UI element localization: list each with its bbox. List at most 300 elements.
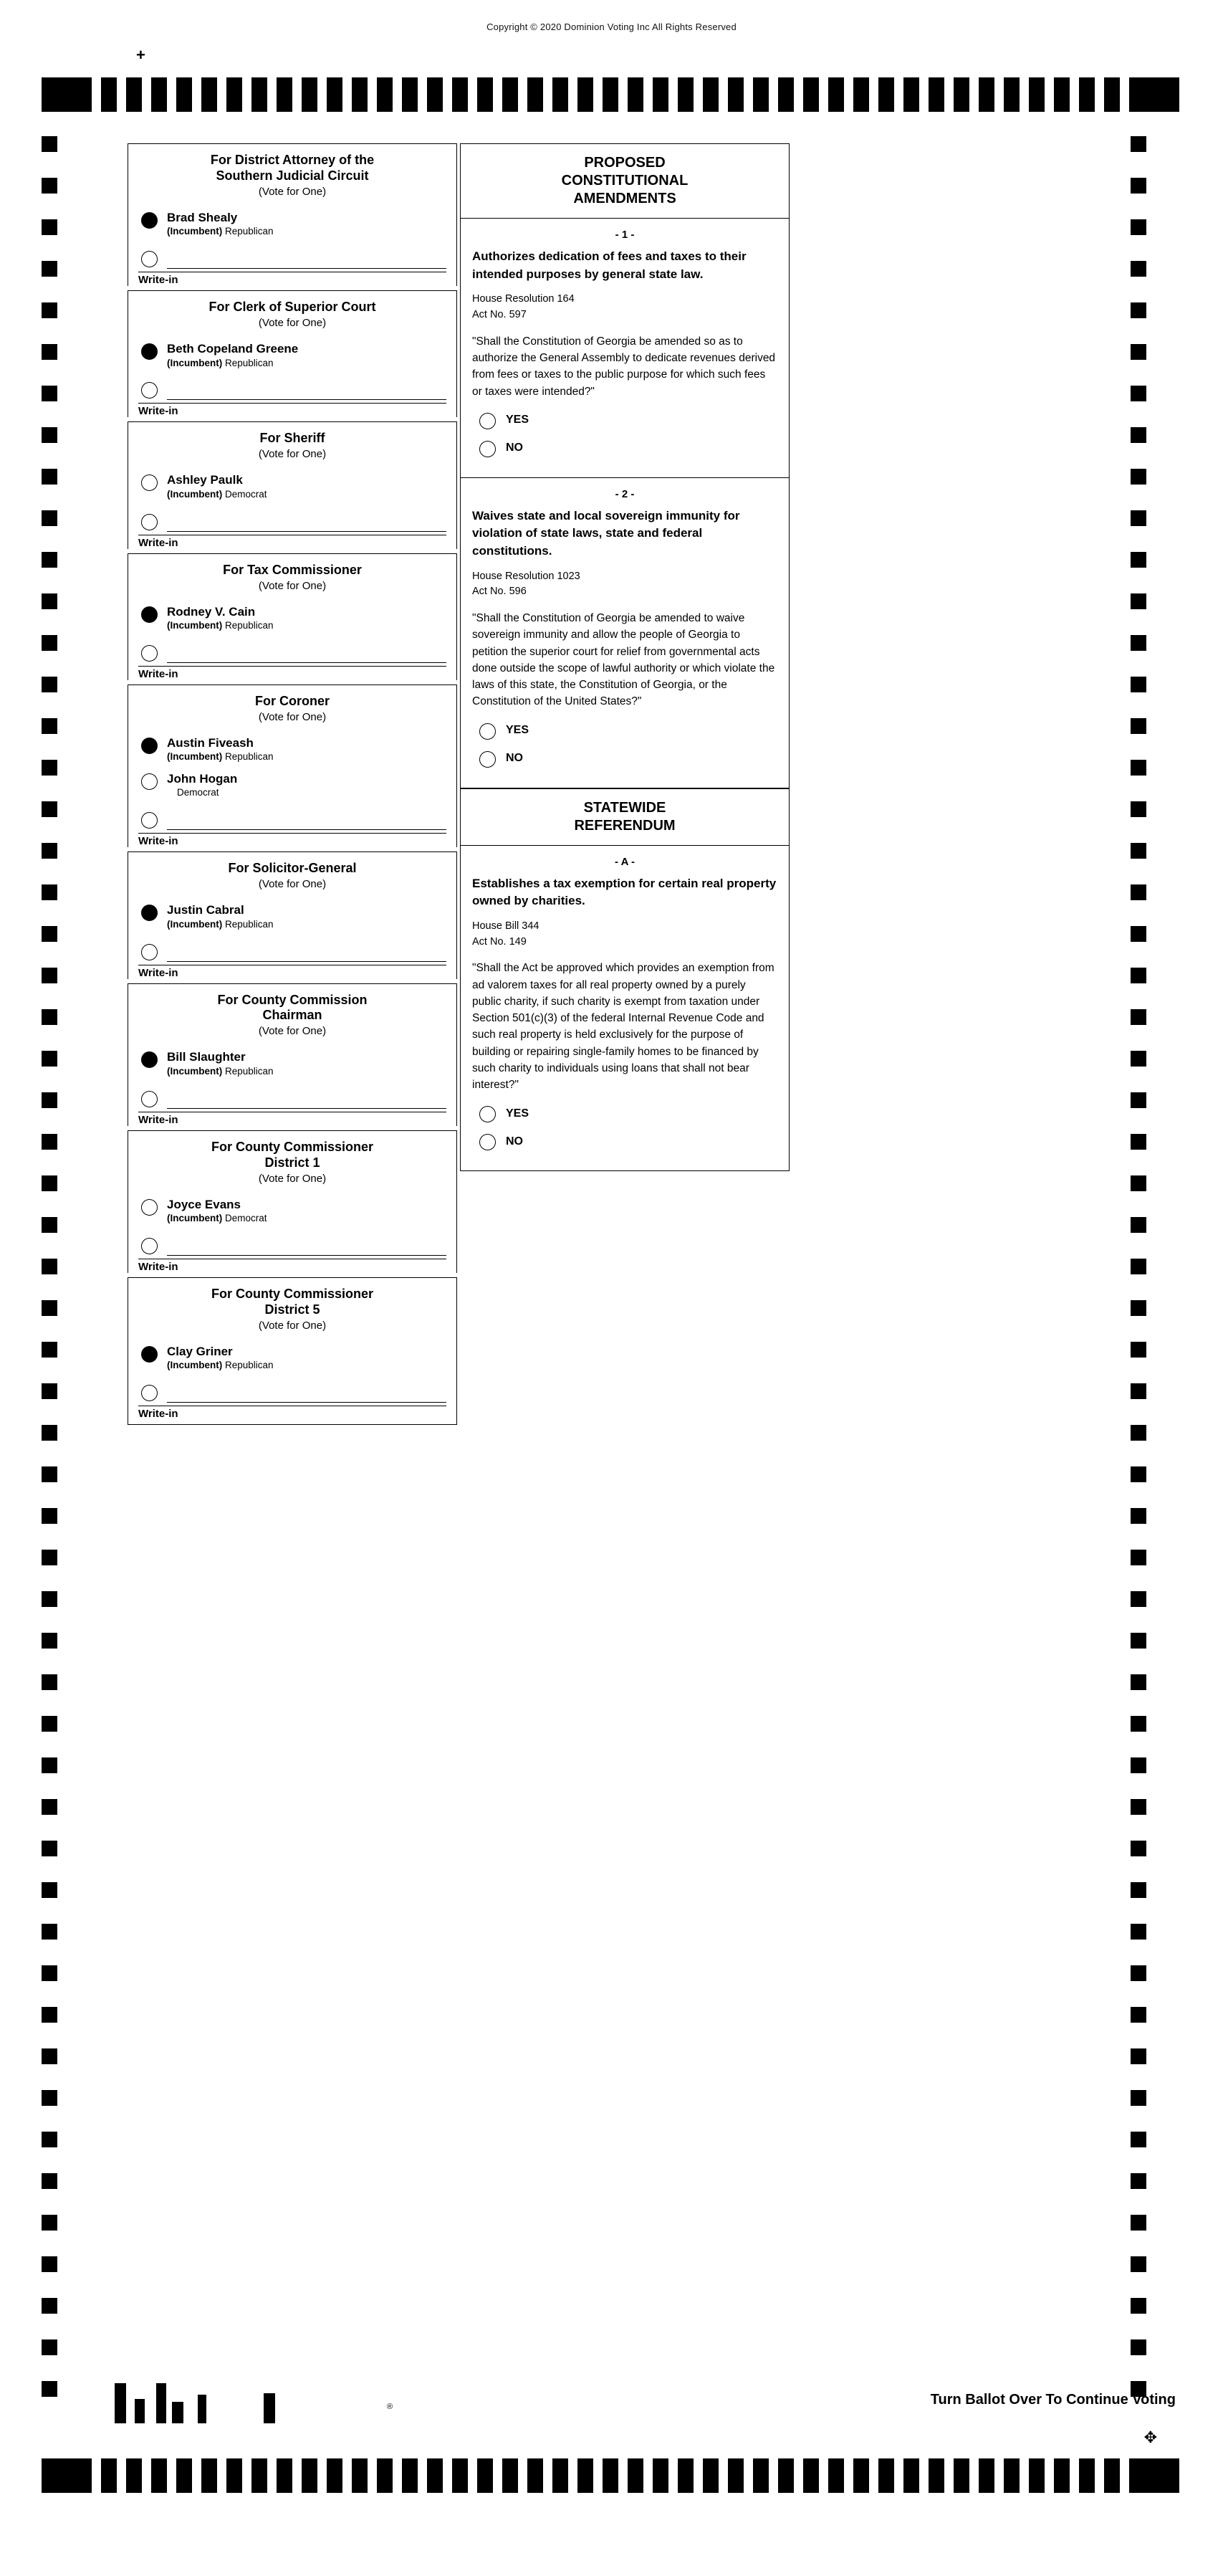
contest-block [128, 290, 457, 417]
write-in-label: Write-in [138, 403, 446, 417]
vote-instruction: (Vote for One) [258, 185, 327, 198]
candidate-party: Democrat [177, 787, 219, 798]
measure-option[interactable] [479, 1105, 777, 1122]
timing-mark-corner [42, 77, 92, 112]
candidate-option[interactable] [128, 598, 456, 634]
timing-mark [42, 1965, 57, 1981]
vote-oval[interactable] [479, 723, 496, 740]
timing-mark [42, 1383, 57, 1399]
timing-mark [1131, 178, 1146, 194]
candidate-option[interactable] [128, 1191, 456, 1226]
timing-mark [1131, 1841, 1146, 1856]
measure-option[interactable] [479, 411, 777, 429]
timing-mark [778, 2458, 794, 2493]
timing-mark [42, 552, 57, 568]
candidate-name: Clay Griner [167, 1344, 233, 1358]
timing-mark [277, 2458, 292, 2493]
timing-mark [1079, 77, 1095, 112]
measures-column [460, 143, 790, 1171]
timing-mark [853, 77, 869, 112]
timing-mark [1131, 760, 1146, 776]
timing-mark [176, 77, 192, 112]
contest-block [128, 851, 457, 978]
timing-mark [42, 2381, 57, 2397]
write-in-area[interactable] [128, 239, 456, 272]
vote-instruction: (Vote for One) [258, 1172, 327, 1185]
timing-mark [878, 2458, 894, 2493]
timing-mark [1054, 2458, 1070, 2493]
candidate-party: (Incumbent) Republican [167, 918, 274, 930]
timing-mark [1079, 2458, 1095, 2493]
timing-mark [42, 219, 57, 235]
timing-mark [577, 2458, 593, 2493]
timing-mark [42, 386, 57, 401]
timing-mark [577, 77, 593, 112]
timing-mark [903, 2458, 919, 2493]
vote-oval[interactable] [141, 382, 158, 399]
vote-oval[interactable] [141, 738, 158, 754]
timing-mark [42, 1134, 57, 1150]
alignment-plus-mark: + [136, 46, 145, 64]
contest-title: For County Commissioner District 5 [211, 1286, 374, 1317]
timing-mark [477, 77, 493, 112]
candidate-name: Rodney V. Cain [167, 604, 256, 619]
timing-mark [42, 801, 57, 817]
timing-mark [42, 1175, 57, 1191]
timing-mark [502, 77, 518, 112]
timing-mark [302, 77, 317, 112]
timing-mark [1131, 2215, 1146, 2231]
turn-ballot-notice: Turn Ballot Over To Continue Voting [930, 2392, 1176, 2408]
timing-mark [251, 77, 267, 112]
code-mark-label: ® [387, 2403, 393, 2411]
write-in-line[interactable] [167, 512, 446, 532]
timing-mark [1029, 77, 1045, 112]
timing-mark [728, 77, 744, 112]
timing-mark [1131, 926, 1146, 942]
timing-mark [1131, 2298, 1146, 2314]
timing-mark [42, 1591, 57, 1607]
timing-mark [42, 2090, 57, 2106]
vote-oval[interactable] [141, 944, 158, 960]
write-in-line[interactable] [167, 811, 446, 830]
measure-reference: House Resolution 164 Act No. 597 [472, 293, 575, 321]
contest-block [128, 684, 457, 847]
timing-mark [126, 2458, 142, 2493]
timing-mark [1131, 801, 1146, 817]
timing-mark [1131, 2090, 1146, 2106]
timing-mark [853, 2458, 869, 2493]
candidate-option[interactable] [128, 335, 456, 371]
timing-mark [42, 884, 57, 900]
vote-oval[interactable] [479, 441, 496, 457]
timing-mark [1131, 1550, 1146, 1565]
timing-mark [1029, 2458, 1045, 2493]
timing-mark [603, 77, 618, 112]
timing-mark [402, 2458, 418, 2493]
write-in-label: Write-in [138, 1112, 446, 1126]
timing-mark [1131, 261, 1146, 277]
timing-mark [42, 2173, 57, 2189]
timing-mark [1131, 1300, 1146, 1316]
timing-mark-corner [1129, 77, 1179, 112]
timing-mark [803, 77, 819, 112]
vote-oval[interactable] [141, 645, 158, 662]
timing-mark [42, 1508, 57, 1524]
timing-mark [42, 1757, 57, 1773]
vote-oval[interactable] [479, 1106, 496, 1122]
timing-mark [1131, 1383, 1146, 1399]
measure-option[interactable] [479, 722, 777, 740]
ballot-code-marks [100, 2383, 502, 2433]
write-in-label: Write-in [138, 833, 446, 847]
candidate-name: John Hogan [167, 772, 238, 786]
timing-mark [653, 77, 668, 112]
write-in-area[interactable] [128, 502, 456, 535]
timing-mark [1131, 1009, 1146, 1025]
timing-mark [42, 677, 57, 692]
timing-mark [1131, 1591, 1146, 1607]
measure-reference: House Bill 344 Act No. 149 [472, 920, 539, 948]
measure-block [460, 846, 790, 1172]
timing-mark [42, 1009, 57, 1025]
write-in-line[interactable] [167, 943, 446, 962]
timing-mark [728, 2458, 744, 2493]
timing-mark [1131, 1508, 1146, 1524]
measure-block [460, 219, 790, 478]
timing-mark [1131, 469, 1146, 485]
timing-mark [1131, 2256, 1146, 2272]
vote-oval[interactable] [141, 1051, 158, 1068]
timing-mark [1004, 77, 1020, 112]
write-in-area[interactable] [128, 634, 456, 666]
vote-instruction: (Vote for One) [258, 448, 327, 461]
timing-mark [42, 1924, 57, 1940]
timing-mark [427, 2458, 443, 2493]
vote-oval[interactable] [479, 1134, 496, 1150]
timing-mark [42, 510, 57, 526]
option-label: YES [506, 724, 529, 737]
measure-summary: Authorizes dedication of fees and taxes to their intended purposes by general state law. [472, 249, 747, 281]
vote-oval[interactable] [141, 514, 158, 530]
candidate-party: (Incumbent) Republican [167, 357, 274, 368]
candidate-name: Ashley Paulk [167, 473, 243, 487]
timing-mark [1131, 843, 1146, 859]
measure-summary: Waives state and local sovereign immunity for violation of state laws, state and federal constitutions. [472, 508, 740, 558]
timing-mark [1054, 77, 1070, 112]
vote-oval[interactable] [141, 474, 158, 491]
option-label: NO [506, 752, 523, 765]
vote-oval[interactable] [141, 251, 158, 267]
write-in-line[interactable] [167, 644, 446, 663]
vote-oval[interactable] [141, 1199, 158, 1216]
timing-mark [1131, 2132, 1146, 2147]
timing-mark [42, 261, 57, 277]
write-in-label: Write-in [138, 666, 446, 680]
candidate-option[interactable] [128, 1043, 456, 1079]
vote-oval[interactable] [141, 606, 158, 623]
write-in-line[interactable] [167, 1236, 446, 1256]
measure-text: "Shall the Act be approved which provides an exemption from ad valorem taxes for all real property owned by a purely public charity, if such charity is exempt from taxation under Section 501(c)(3) of the federal Internal Revenue Code and such real property is held exclusively for the purpose of building or repairing single-family homes to be financed by such charity to individuals using loans that shall not bear interest?" [472, 962, 774, 1092]
timing-mark [126, 77, 142, 112]
contest-title: For County Commissioner District 1 [211, 1139, 374, 1170]
write-in-area[interactable] [128, 1079, 456, 1112]
write-in-line[interactable] [167, 249, 446, 269]
timing-mark [42, 2298, 57, 2314]
timing-mark [1131, 219, 1146, 235]
measure-number: - 1 - [615, 229, 635, 241]
candidate-name: Justin Cabral [167, 903, 244, 917]
measure-option[interactable] [479, 439, 777, 457]
contest-block [128, 1130, 457, 1273]
vote-oval[interactable] [479, 413, 496, 429]
contest-block [128, 421, 457, 548]
timing-mark [1131, 1092, 1146, 1108]
timing-mark [502, 2458, 518, 2493]
timing-mark [552, 2458, 568, 2493]
timing-mark [42, 843, 57, 859]
timing-mark [277, 77, 292, 112]
timing-mark [42, 1259, 57, 1274]
timing-mark [929, 2458, 944, 2493]
vote-oval[interactable] [141, 1238, 158, 1254]
vote-oval[interactable] [141, 1385, 158, 1401]
timing-mark [778, 77, 794, 112]
timing-mark-corner [1129, 2458, 1179, 2493]
timing-mark [42, 968, 57, 983]
write-in-area[interactable] [128, 801, 456, 833]
vote-instruction: (Vote for One) [258, 878, 327, 891]
timing-mark [1131, 386, 1146, 401]
vote-instruction: (Vote for One) [258, 1025, 327, 1038]
candidate-option[interactable] [128, 729, 456, 765]
candidate-option[interactable] [128, 765, 456, 801]
contest-block [128, 143, 457, 286]
vote-oval[interactable] [479, 751, 496, 768]
measure-option[interactable] [479, 1132, 777, 1150]
timing-mark [628, 77, 643, 112]
timing-mark [1131, 1757, 1146, 1773]
timing-mark [42, 178, 57, 194]
candidate-party: (Incumbent) Republican [167, 226, 274, 237]
timing-mark [42, 1716, 57, 1732]
timing-mark [42, 1217, 57, 1233]
timing-mark [979, 2458, 994, 2493]
timing-mark [1131, 1965, 1146, 1981]
write-in-label: Write-in [138, 535, 446, 549]
timing-mark [1004, 2458, 1020, 2493]
timing-mark [42, 1466, 57, 1482]
vote-oval[interactable] [141, 212, 158, 229]
timing-mark [1131, 1466, 1146, 1482]
vote-oval[interactable] [141, 343, 158, 360]
contest-title: For District Attorney of the Southern Judicial Circuit [210, 153, 375, 183]
timing-mark [42, 635, 57, 651]
timing-mark [477, 2458, 493, 2493]
timing-mark [1131, 593, 1146, 609]
timing-mark [42, 1799, 57, 1815]
registration-target-icon: ✥ [1143, 2428, 1157, 2446]
timing-mark [201, 77, 217, 112]
candidate-option[interactable] [128, 896, 456, 932]
timing-mark [929, 77, 944, 112]
timing-mark [42, 1841, 57, 1856]
vote-oval[interactable] [141, 905, 158, 921]
candidate-party: (Incumbent) Republican [167, 751, 274, 763]
timing-mark [678, 2458, 694, 2493]
timing-mark [42, 1425, 57, 1441]
contest-column [128, 143, 457, 1425]
measure-text: "Shall the Constitution of Georgia be amended to waive sovereign immunity and allow the people of Georgia to petition the superior court for relief from governmental acts done outside the scope of lawful authority or which violate the laws of this state, the Constitution of Georgia, or the Constitution of the United States?" [472, 612, 775, 708]
measure-text: "Shall the Constitution of Georgia be amended so as to authorize the General Assembly to dedicate revenues derived from fees or taxes to the public purpose for which such fees or taxes were intended?" [472, 335, 776, 398]
timing-mark [954, 77, 969, 112]
write-in-label: Write-in [138, 1406, 446, 1420]
timing-mark [251, 2458, 267, 2493]
timing-mark [101, 77, 117, 112]
candidate-option[interactable] [128, 204, 456, 239]
timing-mark [42, 593, 57, 609]
candidate-party: (Incumbent) Republican [167, 1360, 274, 1371]
timing-mark [903, 77, 919, 112]
write-in-line[interactable] [167, 1383, 446, 1403]
write-in-area[interactable] [128, 371, 456, 403]
candidate-option[interactable] [128, 466, 456, 502]
timing-mark [878, 77, 894, 112]
measure-options[interactable] [461, 1103, 789, 1163]
candidate-party: (Incumbent) Republican [167, 1065, 274, 1077]
timing-mark [753, 77, 769, 112]
timing-mark [603, 2458, 618, 2493]
timing-mark [42, 1550, 57, 1565]
timing-mark [42, 2339, 57, 2355]
contest-title: For County Commission Chairman [217, 992, 368, 1023]
timing-mark [803, 2458, 819, 2493]
timing-mark [954, 2458, 969, 2493]
timing-mark [1131, 1342, 1146, 1358]
timing-mark [1131, 427, 1146, 443]
vote-oval[interactable] [141, 1346, 158, 1363]
measure-summary: Establishes a tax exemption for certain real property owned by charities. [472, 876, 777, 908]
write-in-area[interactable] [128, 1373, 456, 1406]
timing-mark [42, 427, 57, 443]
timing-mark [42, 136, 57, 152]
write-in-area[interactable] [128, 932, 456, 965]
vote-oval[interactable] [141, 1091, 158, 1107]
write-in-area[interactable] [128, 1226, 456, 1259]
timing-mark [1131, 302, 1146, 318]
write-in-label: Write-in [138, 965, 446, 979]
timing-mark [352, 77, 368, 112]
timing-mark [352, 2458, 368, 2493]
measure-section-heading: PROPOSED CONSTITUTIONAL AMENDMENTS [460, 143, 790, 219]
timing-mark [1131, 677, 1146, 692]
timing-mark [402, 77, 418, 112]
timing-marks-top [42, 77, 1188, 112]
candidate-name: Bill Slaughter [167, 1050, 246, 1064]
timing-mark [1131, 1716, 1146, 1732]
timing-mark [226, 77, 242, 112]
measure-options[interactable] [461, 720, 789, 781]
vote-instruction: (Vote for One) [258, 710, 327, 723]
timing-mark [1131, 2007, 1146, 2023]
option-label: NO [506, 442, 523, 454]
timing-mark [527, 77, 543, 112]
vote-instruction: (Vote for One) [258, 1319, 327, 1332]
timing-mark [1131, 1674, 1146, 1690]
candidate-party: (Incumbent) Democrat [167, 1213, 267, 1223]
timing-mark [1131, 968, 1146, 983]
timing-marks-right [1131, 136, 1146, 2423]
timing-mark [1131, 635, 1146, 651]
timing-mark [828, 2458, 844, 2493]
timing-mark [1131, 2173, 1146, 2189]
timing-mark [1131, 344, 1146, 360]
timing-mark [377, 2458, 393, 2493]
timing-mark [1131, 1799, 1146, 1815]
timing-mark [628, 2458, 643, 2493]
timing-mark [42, 1300, 57, 1316]
timing-mark [979, 77, 994, 112]
timing-mark [42, 469, 57, 485]
measure-option[interactable] [479, 750, 777, 768]
timing-mark [226, 2458, 242, 2493]
timing-mark [753, 2458, 769, 2493]
timing-mark [42, 926, 57, 942]
timing-mark [151, 77, 167, 112]
timing-mark [327, 2458, 342, 2493]
timing-mark [42, 1633, 57, 1649]
timing-mark [1131, 1425, 1146, 1441]
candidate-party: (Incumbent) Republican [167, 619, 274, 631]
timing-mark [327, 77, 342, 112]
contest-block [128, 553, 457, 680]
timing-mark [1104, 2458, 1120, 2493]
timing-mark [1131, 2339, 1146, 2355]
timing-mark [427, 77, 443, 112]
timing-mark [1131, 552, 1146, 568]
timing-mark [1131, 1924, 1146, 1940]
vote-oval[interactable] [141, 812, 158, 829]
write-in-line[interactable] [167, 381, 446, 400]
write-in-line[interactable] [167, 1089, 446, 1109]
option-label: YES [506, 1107, 529, 1120]
timing-mark [1131, 1633, 1146, 1649]
timing-mark [703, 2458, 719, 2493]
contest-block [128, 1277, 457, 1425]
timing-mark [42, 1051, 57, 1067]
timing-mark [42, 1882, 57, 1898]
timing-mark [42, 2007, 57, 2023]
timing-mark [1131, 1134, 1146, 1150]
vote-instruction: (Vote for One) [258, 317, 327, 330]
measure-number: - 2 - [615, 487, 635, 500]
contest-title: For Sheriff [259, 431, 325, 446]
contest-title: For Clerk of Superior Court [208, 300, 376, 315]
write-in-label: Write-in [138, 1259, 446, 1273]
timing-mark [828, 77, 844, 112]
option-label: YES [506, 414, 529, 426]
timing-mark [527, 2458, 543, 2493]
measure-options[interactable] [461, 410, 789, 470]
timing-mark [678, 77, 694, 112]
vote-oval[interactable] [141, 773, 158, 790]
vote-instruction: (Vote for One) [258, 579, 327, 592]
contest-block [128, 983, 457, 1126]
measure-block [460, 478, 790, 788]
candidate-option[interactable] [128, 1337, 456, 1373]
timing-mark [42, 760, 57, 776]
timing-mark [1131, 136, 1146, 152]
